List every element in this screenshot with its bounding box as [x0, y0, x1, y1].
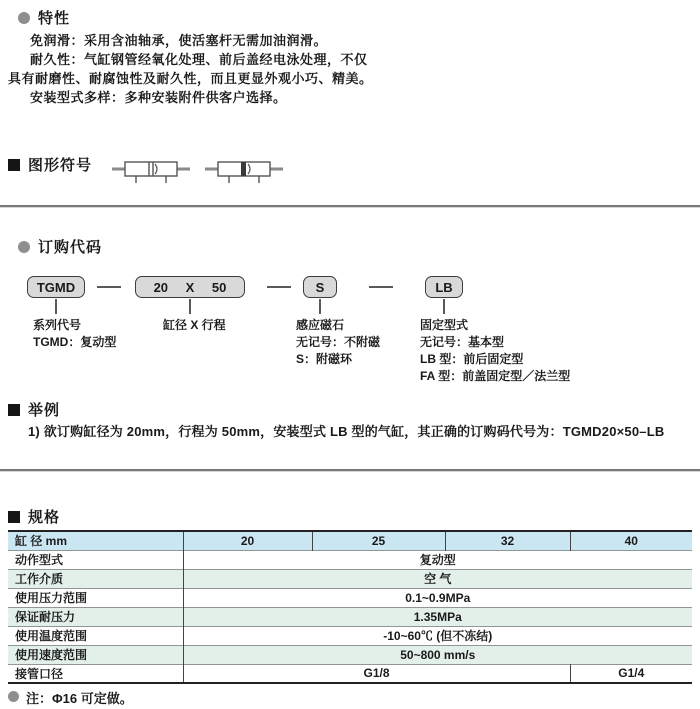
table-row-proof-pressure — [8, 607, 692, 626]
table-row-temperature — [8, 626, 692, 645]
code-box-mount: LB — [425, 276, 463, 298]
specs-table — [8, 530, 692, 684]
code-box-series: TGMD — [27, 276, 85, 298]
label-line: LB 型：前后固定型 — [420, 352, 524, 366]
table-row-port-size — [8, 664, 692, 683]
connector-line — [319, 299, 321, 314]
label-mount — [420, 317, 570, 385]
table-row-speed — [8, 645, 692, 664]
row-label: 使用速度范围 — [8, 645, 183, 664]
row-label: 使用温度范围 — [8, 626, 183, 645]
connector-line — [55, 299, 57, 314]
feature-line: 具有耐磨性、耐腐蚀性及耐久性，而且更显外观小巧、精美。 — [8, 71, 373, 86]
row-value: G1/4 — [570, 664, 692, 683]
label-line: 感应磁石 — [296, 318, 345, 332]
bore-col: 20 — [183, 531, 312, 550]
row-value: -10~60℃ (但不冻结) — [183, 626, 692, 645]
row-value: 空 气 — [183, 569, 692, 588]
code-box-bore-stroke: 20 X 50 — [135, 276, 245, 298]
feature-line: 免润滑：采用含油轴承，使活塞杆无需加油润滑。 — [30, 33, 328, 48]
row-value: 复动型 — [183, 550, 692, 569]
section-divider — [0, 205, 700, 208]
cylinder-symbol-basic-icon — [112, 157, 190, 187]
label-line: TGMD：复动型 — [33, 335, 117, 349]
label-magnet — [296, 317, 380, 368]
circle-bullet-icon — [18, 241, 30, 253]
features-title: 特性 — [38, 10, 71, 27]
square-bullet-icon — [8, 511, 20, 523]
ordering-title: 订购代码 — [38, 239, 103, 256]
label-line: S：附磁环 — [296, 352, 353, 366]
row-label: 保证耐压力 — [8, 607, 183, 626]
dash-connector — [369, 286, 393, 288]
label-line: 无记号：基本型 — [420, 335, 505, 349]
bore-col: 40 — [570, 531, 692, 550]
row-value: 0.1~0.9MPa — [183, 588, 692, 607]
label-line: 固定型式 — [420, 318, 469, 332]
example-text: 1) 欲订购缸径为 20mm，行程为 50mm，安装型式 LB 型的气缸，其正确的订购码代号为：TGMD20×50–LB — [28, 424, 665, 439]
specs-title: 规格 — [28, 509, 61, 526]
example-title: 举例 — [28, 402, 61, 419]
label-series — [33, 317, 116, 351]
table-row-action-type — [8, 550, 692, 569]
feature-line: 耐久性：气缸钢管经氧化处理、前后盖经电泳处理，不仅 — [30, 52, 368, 67]
table-row-bore — [8, 531, 692, 550]
square-bullet-icon — [8, 404, 20, 416]
label-bore — [163, 317, 226, 334]
connector-line — [189, 299, 191, 314]
square-bullet-icon — [8, 159, 20, 171]
label-line: 无记号：不附磁 — [296, 335, 381, 349]
bore-col: 25 — [312, 531, 445, 550]
dash-connector — [267, 286, 291, 288]
code-box-magnet: S — [303, 276, 337, 298]
row-value: 50~800 mm/s — [183, 645, 692, 664]
row-label: 缸 径 mm — [8, 531, 183, 550]
row-label: 动作型式 — [8, 550, 183, 569]
symbols-title: 图形符号 — [28, 157, 93, 174]
footnote: 注：Φ16 可定做。 — [26, 691, 133, 706]
row-label: 使用压力范围 — [8, 588, 183, 607]
circle-bullet-icon — [8, 691, 19, 702]
circle-bullet-icon — [18, 12, 30, 24]
feature-line: 安装型式多样：多种安装附件供客户选择。 — [30, 90, 287, 105]
row-label: 工作介质 — [8, 569, 183, 588]
cylinder-symbol-magnetic-icon — [205, 157, 283, 187]
bore-col: 32 — [445, 531, 570, 550]
section-divider — [0, 469, 700, 472]
label-line: FA 型：前盖固定型／法兰型 — [420, 369, 571, 383]
row-label: 接管口径 — [8, 664, 183, 683]
row-value: 1.35MPa — [183, 607, 692, 626]
label-line: 系列代号 — [33, 318, 82, 332]
connector-line — [443, 299, 445, 314]
dash-connector — [97, 286, 121, 288]
row-value: G1/8 — [183, 664, 570, 683]
label-line: 缸径 X 行程 — [163, 318, 226, 332]
table-row-medium — [8, 569, 692, 588]
table-row-pressure-range — [8, 588, 692, 607]
